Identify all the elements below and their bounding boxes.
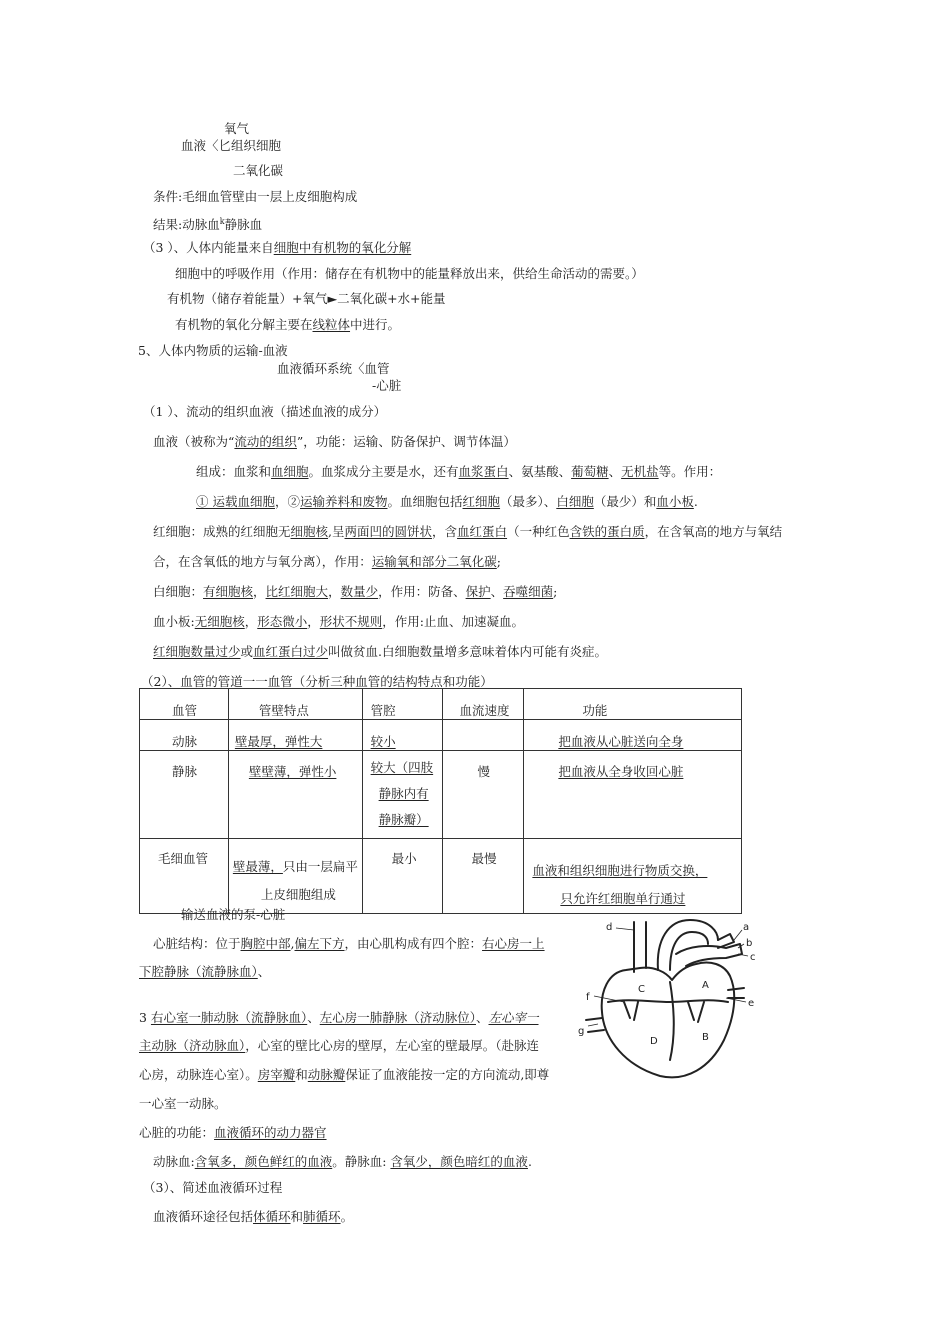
artery-wall-cell xyxy=(228,720,362,751)
capillary-func-1: 血液和组织细胞进行物质交换， xyxy=(532,863,708,878)
table-row xyxy=(140,751,742,839)
heart-structure-1 xyxy=(153,936,545,952)
func-h: （最少）和 xyxy=(593,494,657,509)
capillary-wall-cell xyxy=(228,839,362,914)
chamber-d-label: D xyxy=(650,1036,658,1047)
vein-lumen-2: 静脉内有 xyxy=(378,786,429,801)
label-f: f xyxy=(586,992,590,1003)
valve-flaps-shape xyxy=(624,1002,704,1022)
result-mark: k xyxy=(219,217,225,226)
s1-d: 偏左下方 xyxy=(294,936,345,951)
comp-g: 、 xyxy=(608,464,622,479)
rbc1-f: 血红蛋白 xyxy=(457,524,508,539)
s3-d: 左心房一肺静脉（济动脉位） xyxy=(319,1010,476,1025)
capillary-wall-1 xyxy=(233,853,362,881)
comp-i: 等。作用： xyxy=(658,464,722,479)
capillary-function xyxy=(524,839,741,913)
s1-a: 心脏结构：位于 xyxy=(153,936,241,951)
heart-body-shape xyxy=(602,963,735,1078)
header-cell xyxy=(443,689,524,720)
mito-term: 线粒体 xyxy=(312,317,351,332)
co2-label: 二氧化碳 xyxy=(233,163,284,178)
header-function: 功能 xyxy=(582,703,608,718)
wbc-f: 数量少 xyxy=(340,584,379,599)
heart-func-label: 心脏的功能： xyxy=(139,1125,215,1140)
result-text xyxy=(153,214,262,233)
circulation-route xyxy=(153,1209,353,1225)
result-main: 结果:动脉血 xyxy=(153,217,220,233)
flowing-tissue: 流动的组织 xyxy=(234,434,297,449)
route-b: 体循环 xyxy=(253,1209,291,1224)
plt-a: 血小板: xyxy=(153,614,195,629)
table-header-row xyxy=(140,689,742,720)
heart-structure-3 xyxy=(139,1010,539,1026)
rbc1-h: 含铁的蛋白质 xyxy=(569,524,645,539)
respiration-text: 细胞中的呼吸作用（作用：储存在有机物中的能量释放出来，供给生命活动的需要。） xyxy=(175,266,644,281)
circulatory-system: 血液循环系统〈血管 xyxy=(277,361,390,376)
capillary-name-cell xyxy=(140,839,229,914)
route-e: 。 xyxy=(340,1209,354,1224)
header-wall: 管壁特点 xyxy=(258,703,309,718)
s3-e: 、 xyxy=(475,1010,489,1025)
comp-e: 、氨基酸、 xyxy=(508,464,572,479)
vein-wall: 壁壁薄，弹性小 xyxy=(248,764,337,779)
rbc1-c: ,呈 xyxy=(328,524,345,539)
arterial-venous-blood xyxy=(153,1154,532,1170)
heart-structure-4 xyxy=(139,1038,539,1054)
wbc-d: 比红细胞大 xyxy=(265,584,329,599)
func-e: 红细胞 xyxy=(462,494,501,509)
energy-heading xyxy=(143,240,411,256)
comp-h: 无机盐 xyxy=(621,464,659,479)
plt-c: ， xyxy=(244,614,258,629)
wbc-g: ，作用：防备、 xyxy=(378,584,466,599)
vena-cava-shape xyxy=(634,922,646,972)
heart-branch: -心脏 xyxy=(372,378,402,393)
s2-b: 、 xyxy=(257,964,271,979)
vein-lumen-3: 静脉瓣） xyxy=(378,812,429,827)
rbc1-d: 两面凹的圆饼状 xyxy=(344,524,433,539)
vein-wall-cell xyxy=(228,751,362,839)
artery-func-cell xyxy=(524,720,742,751)
label-g: g xyxy=(578,1026,585,1037)
chamber-c-label: C xyxy=(638,984,645,995)
s1-c: , xyxy=(290,936,295,951)
s3-c: 、 xyxy=(307,1010,320,1025)
pulmonary-vein-shape xyxy=(728,988,744,998)
table-row xyxy=(140,720,742,751)
wbc-i: 、 xyxy=(490,584,504,599)
chamber-b-label: B xyxy=(702,1032,709,1043)
plt-f: 形状不规则 xyxy=(319,614,383,629)
wbc-e: ， xyxy=(328,584,341,599)
capillary-wall-2: 上皮细胞组成 xyxy=(260,887,336,902)
heart-structure-6: 一心室一动脉。 xyxy=(139,1096,227,1111)
an-b: 或 xyxy=(240,644,254,659)
header-vessel: 血管 xyxy=(172,703,198,718)
capillary-wall xyxy=(229,839,362,909)
rbc1-b: 细胞核 xyxy=(290,524,329,539)
label-a: a xyxy=(743,922,750,933)
vessels-table xyxy=(139,688,742,914)
art-d: 含氧少，颜色暗红的血液 xyxy=(390,1154,528,1169)
func-d: 。血细胞包括 xyxy=(387,494,463,509)
anemia-line xyxy=(153,644,607,660)
septum-shape xyxy=(670,982,674,1060)
energy-heading-text: （3 ）、人体内能量来自 xyxy=(143,240,274,255)
rbc1-i: ，在含氧高的地方与氧结 xyxy=(644,524,783,539)
artery-function: 把血液从心脏送向全身 xyxy=(558,734,684,749)
chamber-a-label: A xyxy=(702,980,709,991)
vein-lumen-cell xyxy=(362,751,443,839)
s5-e: 保证了血液能按一定的方向流动,即尊 xyxy=(345,1067,550,1082)
blood-intro xyxy=(153,434,516,450)
func-g: 白细胞 xyxy=(556,494,594,509)
s2-a: 下腔静脉（流静脉血） xyxy=(139,964,258,979)
artery-lumen-cell xyxy=(362,720,443,751)
header-cell xyxy=(362,689,443,720)
heart-structure-2 xyxy=(139,964,270,980)
func-i: 血小板 xyxy=(656,494,694,509)
rbc-line-1 xyxy=(153,524,782,540)
s1-e: ，由心肌构成有四个腔： xyxy=(344,936,483,951)
func-f: （最多）、 xyxy=(500,494,557,509)
s4-a: 主动脉（济动脉血） xyxy=(139,1038,246,1053)
heart-pump-title: 输送血液的泵-心脏 xyxy=(181,907,286,922)
plt-g: ，作用:止血、加速凝血。 xyxy=(382,614,525,629)
s3-b: 右心室一肺动脉（流静脉血） xyxy=(150,1010,308,1025)
label-d: d xyxy=(606,922,613,933)
blood-composition xyxy=(196,464,721,480)
plt-b: 无细胞核 xyxy=(194,614,245,629)
wbc-h: 保护 xyxy=(465,584,491,599)
capillary-speed: 最慢 xyxy=(471,851,497,866)
plt-d: 形态微小 xyxy=(257,614,308,629)
blood-heading: （1 ）、流动的组织血液（描述血液的成分） xyxy=(143,404,387,419)
func-c: 运输养料和废物 xyxy=(300,494,388,509)
header-cell xyxy=(140,689,229,720)
art-a: 动脉血: xyxy=(153,1154,195,1169)
rbc1-g: （一种红色 xyxy=(507,524,570,539)
artery-lumen: 较小 xyxy=(370,734,396,749)
rbc2-b: 运输氧和部分二氧化碳 xyxy=(371,554,497,569)
heart-structure-5 xyxy=(139,1067,549,1083)
leader-a xyxy=(734,930,742,940)
an-c: 血红蛋白过少 xyxy=(253,644,329,659)
result-tail: 静脉血 xyxy=(224,217,263,233)
s3-f: 左心宰一 xyxy=(488,1010,539,1025)
header-speed: 血流速度 xyxy=(459,703,510,718)
blood-intro-post: ”，功能：运输、防备保护、调节体温） xyxy=(296,434,516,449)
vein-name-cell xyxy=(140,751,229,839)
artery-speed-cell xyxy=(443,720,524,751)
vessels-heading: （2）、血管的管道一一血管（分析三种血管的结构特点和功能） xyxy=(141,674,493,689)
plt-e: ， xyxy=(307,614,320,629)
route-c: 和 xyxy=(290,1209,304,1224)
an-d: 叫做贫血.白细胞数量增多意味着体内可能有炎症。 xyxy=(328,644,608,659)
leader-d xyxy=(616,928,634,930)
art-e: . xyxy=(527,1154,532,1169)
rbc1-e: ，含 xyxy=(432,524,458,539)
circulation-heading: （3）、简述血液循环过程 xyxy=(143,1180,283,1195)
rbc-line-2 xyxy=(153,554,501,570)
capillary-lumen-cell xyxy=(362,839,443,914)
art-c: 。静脉血: xyxy=(332,1154,391,1169)
capillary-func-cell xyxy=(524,839,742,914)
s3-a: 3 xyxy=(139,1010,151,1025)
header-cell xyxy=(524,689,742,720)
comp-b: 血细胞 xyxy=(271,464,309,479)
section-5-heading: 5、人体内物质的运输-血液 xyxy=(138,343,288,358)
header-cell xyxy=(228,689,362,720)
heart-func-value: 血液循环的动力器官 xyxy=(214,1125,327,1140)
vein-name: 静脉 xyxy=(172,764,198,779)
oxygen-label: 氧气 xyxy=(224,121,250,136)
artery-wall: 壁最厚，弹性大 xyxy=(234,734,323,749)
art-b: 含氧多，颜色鲜红的血液 xyxy=(194,1154,333,1169)
label-e: e xyxy=(748,998,755,1009)
vein-function: 把血液从全身收回心脏 xyxy=(558,764,684,779)
comp-f: 葡萄糖 xyxy=(571,464,609,479)
func-b: ，② xyxy=(274,494,300,509)
rbc2-a: 合，在含氧低的地方与氧分离），作用： xyxy=(153,554,372,569)
capillary-lumen: 最小 xyxy=(391,851,417,866)
energy-source: 细胞中有机物的氧化分解 xyxy=(273,240,412,255)
comp-a: 组成：血浆和 xyxy=(196,464,272,479)
wbc-k: ; xyxy=(553,584,558,599)
wbc-b: 有细胞核 xyxy=(203,584,254,599)
header-lumen: 管腔 xyxy=(370,703,396,718)
rbc2-c: ; xyxy=(496,554,501,569)
artery-name-cell xyxy=(140,720,229,751)
artery-name: 动脉 xyxy=(172,734,198,749)
label-b: b xyxy=(746,938,753,949)
blood-intro-pre: 血液（被称为“ xyxy=(153,434,235,449)
respiration-equation: 有机物（储存着能量）+氧气►二氧化碳+水+能量 xyxy=(167,291,446,306)
vein-lumen-1: 较大（四肢 xyxy=(370,760,434,775)
mito-post: 中进行。 xyxy=(350,317,401,332)
heart-function xyxy=(139,1125,327,1141)
wbc-j: 吞噬细菌 xyxy=(503,584,554,599)
vein-func-cell xyxy=(524,751,742,839)
s5-a: 心房，动脉连心室）。 xyxy=(139,1067,258,1082)
route-d: 肺循环 xyxy=(303,1209,341,1224)
plasma-functions xyxy=(196,494,698,510)
s5-c: 和 xyxy=(295,1067,308,1082)
comp-c: 。血浆成分主要是水，还有 xyxy=(308,464,459,479)
leader-g xyxy=(588,1024,598,1026)
rbc1-a: 红细胞：成熟的红细胞无 xyxy=(153,524,291,539)
platelet-line xyxy=(153,614,524,630)
s5-b: 房宰瓣 xyxy=(257,1067,296,1082)
valve-line-shape xyxy=(608,1000,728,1002)
func-a: ① 运载血细胞 xyxy=(196,494,275,509)
vein-speed: 慢 xyxy=(477,764,490,779)
mitochondria-text xyxy=(175,317,400,333)
capillary-name: 毛细血管 xyxy=(158,851,209,866)
wbc-a: 白细胞： xyxy=(153,584,204,599)
wbc-c: ， xyxy=(253,584,266,599)
wbc-line xyxy=(153,584,557,600)
capillary-wall-layer: 只由一层扁平 xyxy=(282,859,358,874)
comp-d: 血浆蛋白 xyxy=(458,464,509,479)
label-c: c xyxy=(750,952,756,963)
s5-d: 动脉瓣 xyxy=(307,1067,346,1082)
capillary-speed-cell xyxy=(443,839,524,914)
mito-pre: 有机物的氧化分解主要在 xyxy=(175,317,313,332)
table-row xyxy=(140,839,742,914)
s1-b: 胸腔中部 xyxy=(240,936,291,951)
s1-f: 右心房一上 xyxy=(482,936,545,951)
heart-outline xyxy=(586,920,744,1077)
vein-lumen xyxy=(363,751,443,833)
vein-speed-cell xyxy=(443,751,524,839)
blood-tissue-exchange: 血液〈匕组织细胞 xyxy=(181,138,282,153)
func-j: . xyxy=(693,494,698,509)
route-a: 血液循环途径包括 xyxy=(153,1209,254,1224)
capillary-func-2: 只允许红细胞单行通过 xyxy=(560,891,686,906)
condition-text: 条件:毛细血管壁由一层上皮细胞构成 xyxy=(153,189,358,204)
an-a: 红细胞数量过少 xyxy=(153,644,241,659)
capillary-wall-thin: 壁最薄， xyxy=(232,859,283,874)
s4-b: ，心室的壁比心房的壁厚，左心室的壁最厚。（赴脉连 xyxy=(245,1038,540,1053)
heart-diagram xyxy=(578,910,774,1080)
